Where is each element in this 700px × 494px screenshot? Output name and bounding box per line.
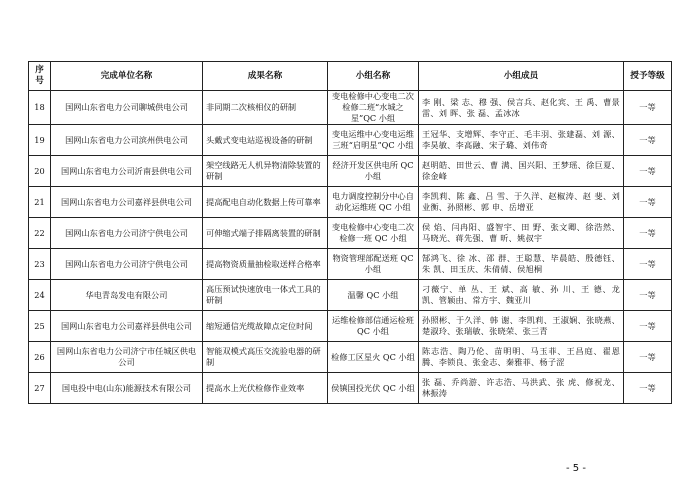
- table-row: [29, 280, 672, 311]
- header-grade: 授予等级: [624, 62, 672, 91]
- cell-grade: 一等: [624, 91, 672, 125]
- cell-team: 经济开发区供电所 QC 小组: [328, 156, 419, 187]
- cell-team: 变电检修中心变电二次检修一班 QC 小组: [328, 218, 419, 249]
- table-row: [29, 373, 672, 404]
- table-row: [29, 342, 672, 373]
- table-row: [29, 187, 672, 218]
- cell-unit: 国网山东省电力公司嘉祥县供电公司: [51, 187, 203, 218]
- cell-result: 提高物资质量抽检取送样合格率: [203, 249, 328, 280]
- cell-grade: 一等: [624, 280, 672, 311]
- table-header-row: [29, 62, 672, 91]
- cell-team: 电力调度控制分中心自动化运维班 QC 小组: [328, 187, 419, 218]
- table-row: [29, 91, 672, 125]
- header-unit: 完成单位名称: [51, 62, 203, 91]
- cell-result: 提高水上光伏检修作业效率: [203, 373, 328, 404]
- cell-unit: 国网山东省电力公司济宁市任城区供电公司: [51, 342, 203, 373]
- cell-no: 20: [29, 156, 51, 187]
- cell-team: 侯镇国投光伏 QC 小组: [328, 373, 419, 404]
- cell-result: 高压预试快速放电一体式工具的研制: [203, 280, 328, 311]
- header-result: 成果名称: [203, 62, 328, 91]
- cell-grade: 一等: [624, 218, 672, 249]
- cell-grade: 一等: [624, 342, 672, 373]
- page-number: - 5 -: [566, 463, 586, 474]
- table-row: [29, 125, 672, 156]
- table-row: [29, 249, 672, 280]
- cell-unit: 国网山东省电力公司嘉祥县供电公司: [51, 311, 203, 342]
- cell-result: 头戴式变电站巡视设备的研制: [203, 125, 328, 156]
- cell-grade: 一等: [624, 156, 672, 187]
- cell-no: 18: [29, 91, 51, 125]
- cell-members: 刁薇宁、单 丛、王 斌、高 敏、孙 川、王 德、龙 凯、管颖由、常方宇、魏亚川: [419, 280, 624, 311]
- cell-no: 27: [29, 373, 51, 404]
- cell-members: 赵明皓、田世云、曹 满、国兴阳、王梦瑶、徐巨夏、徐金峰: [419, 156, 624, 187]
- cell-unit: 国网山东省电力公司聊城供电公司: [51, 91, 203, 125]
- cell-unit: 国网山东省电力公司滨州供电公司: [51, 125, 203, 156]
- cell-members: 张 磊、乔尚游、许志浩、马洪武、张 虎、修祝龙、林振涛: [419, 373, 624, 404]
- cell-result: 可伸缩式端子排隔离装置的研制: [203, 218, 328, 249]
- cell-result: 智能双模式高压交流验电器的研制: [203, 342, 328, 373]
- cell-no: 21: [29, 187, 51, 218]
- cell-members: 李 刚、梁 志、穆 强、侯言兵、赵化宾、王 禹、曹景雷、刘 晖、张 磊、孟冰冰: [419, 91, 624, 125]
- cell-grade: 一等: [624, 311, 672, 342]
- cell-result: 非同期二次核相仪的研制: [203, 91, 328, 125]
- table-row: [29, 311, 672, 342]
- header-members: 小组成员: [419, 62, 624, 91]
- cell-unit: 华电青岛发电有限公司: [51, 280, 203, 311]
- cell-members: 陈志浩、陶乃伦、苗明明、马玉菲、王昌庭、翟恩腾、李锁良、张金志、秦雅菲、杨子涩: [419, 342, 624, 373]
- cell-grade: 一等: [624, 125, 672, 156]
- table-row: [29, 218, 672, 249]
- cell-members: 李凯莉、陈 鑫、吕 雪、于久洋、赵椒涛、赵 斐、刘业衡、孙照彬、郭 申、岳增亚: [419, 187, 624, 218]
- cell-team: 变电运维中心变电运维三班“启明星”QC 小组: [328, 125, 419, 156]
- cell-no: 23: [29, 249, 51, 280]
- cell-members: 孙照彬、于久洋、韩 谢、李凯莉、王淑娴、张晓燕、楚淑玲、张瑞敏、张晓荣、张三青: [419, 311, 624, 342]
- cell-no: 19: [29, 125, 51, 156]
- cell-team: 检修工区星火 QC 小组: [328, 342, 419, 373]
- cell-members: 侯 焰、闫冉阳、盛智宇、田 野、张文卿、徐浩然、马晓光、蒋先强、曹 昕、姚叔宇: [419, 218, 624, 249]
- cell-no: 26: [29, 342, 51, 373]
- cell-team: 物资管理部配送班 QC 小组: [328, 249, 419, 280]
- cell-grade: 一等: [624, 187, 672, 218]
- cell-no: 22: [29, 218, 51, 249]
- header-no: 序号: [29, 62, 51, 91]
- cell-unit: 国网山东省电力公司济宁供电公司: [51, 249, 203, 280]
- cell-unit: 国电投中电(山东)能源技术有限公司: [51, 373, 203, 404]
- cell-result: 缩短通信光缆故障点定位时间: [203, 311, 328, 342]
- cell-team: 温馨 QC 小组: [328, 280, 419, 311]
- cell-no: 24: [29, 280, 51, 311]
- cell-members: 郜鸿飞、徐 冰、邵 群、王聪慧、毕晨皓、殷德钰、朱 凯、田玉庆、朱倩倩、侯旭桐: [419, 249, 624, 280]
- cell-result: 提高配电自动化数据上传可靠率: [203, 187, 328, 218]
- cell-unit: 国网山东省电力公司济宁供电公司: [51, 218, 203, 249]
- cell-unit: 国网山东省电力公司沂南县供电公司: [51, 156, 203, 187]
- table-row: [29, 156, 672, 187]
- cell-result: 架空线路无人机异物清除装置的研制: [203, 156, 328, 187]
- award-table: [28, 61, 672, 404]
- cell-grade: 一等: [624, 249, 672, 280]
- cell-grade: 一等: [624, 373, 672, 404]
- cell-members: 王冠华、支增辉、李守正、毛丰羽、张建磊、刘 源、李昊敏、李高融、宋子璐、刘伟奇: [419, 125, 624, 156]
- cell-no: 25: [29, 311, 51, 342]
- cell-team: 运维检修部信通运检班 QC 小组: [328, 311, 419, 342]
- cell-team: 变电检修中心变电二次检修二班“水城之星”QC 小组: [328, 91, 419, 125]
- header-team: 小组名称: [328, 62, 419, 91]
